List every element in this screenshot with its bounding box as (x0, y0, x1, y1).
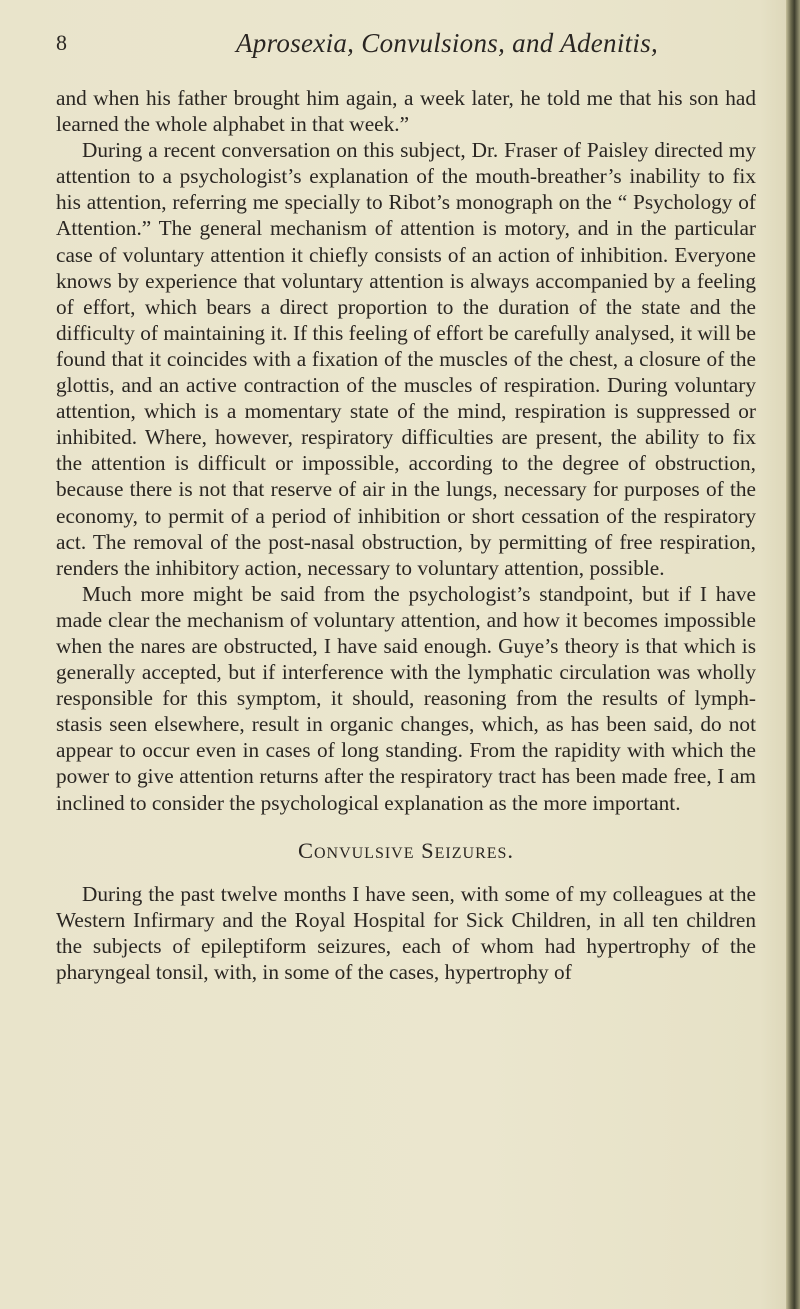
page-edge-shadow (786, 0, 800, 1309)
paragraph-psychologist-standpoint: Much more might be said from the psychologist’s standpoint, but if I have made clear the mechanism of voluntary attention, and how it becomes impossible when the nares are obstructed, I have said enough. Guye’s theory is that which is generally accepted, but if interference with the lymphatic circulation was wholly responsible for this symptom, it should, reasoning from the results of lymph-stasis seen elsewhere, result in organic changes, which, as has been said, do not appear to occur even in cases of long standing. From the rapidity with which the power to give attention returns after the respiratory tract has been made free, I am inclined to consider the psychological explanation as the more important. (56, 581, 756, 815)
page-number: 8 (56, 30, 67, 55)
section-heading: Convulsive Seizures. (297, 837, 515, 863)
body-text (56, 85, 756, 985)
paragraph-convulsive-seizures: During the past twelve months I have seen, with some of my colleagues at the Western Infirmary and the Royal Hospital for Sick Children, in all ten children the subjects of epileptiform seizures, each of whom had hypertrophy of the pharyngeal tonsil, with, in some of the cases, hypertrophy of (56, 881, 756, 984)
paragraph-attention-mechanism: During a recent conversation on this subject, Dr. Fraser of Paisley directed my attention to a psychologist’s explanation of the mouth-breather’s inability to fix his attention, referring me specially to Ribot’s monograph on the “ Psychology of Attention.” The general mechanism of attention is motory, and in the particular case of voluntary attention it chiefly consists of an action of inhibition. Everyone knows by experience that voluntary attention is always accompanied by a feeling of effort, which bears a direct proportion to the duration of the state and the difficulty of maintaining it. If this feeling of effort be carefully analysed, it will be found that it coincides with a fixation of the muscles of the chest, a closure of the glottis, and an active contraction of the muscles of respiration. During voluntary attention, which is a momentary state of the mind, respiration is suppressed or inhibited. Where, however, respiratory difficulties are present, the ability to fix the attention is difficult or impossible, according to the degree of obstruction, because there is not that reserve of air in the lungs, necessary for purposes of the economy, to permit of a period of inhibition or short cessation of the respiratory act. The removal of the post-nasal obstruction, by permitting of free respiration, renders the inhibitory action, necessary to voluntary attention, possible. (56, 138, 756, 580)
running-header (56, 30, 756, 70)
paragraph-continuation: and when his father brought him again, a week later, he told me that his son had learned the whole alphabet in that week.” (56, 86, 756, 137)
running-title: Aprosexia, Convulsions, and Adenitis, (236, 28, 659, 58)
